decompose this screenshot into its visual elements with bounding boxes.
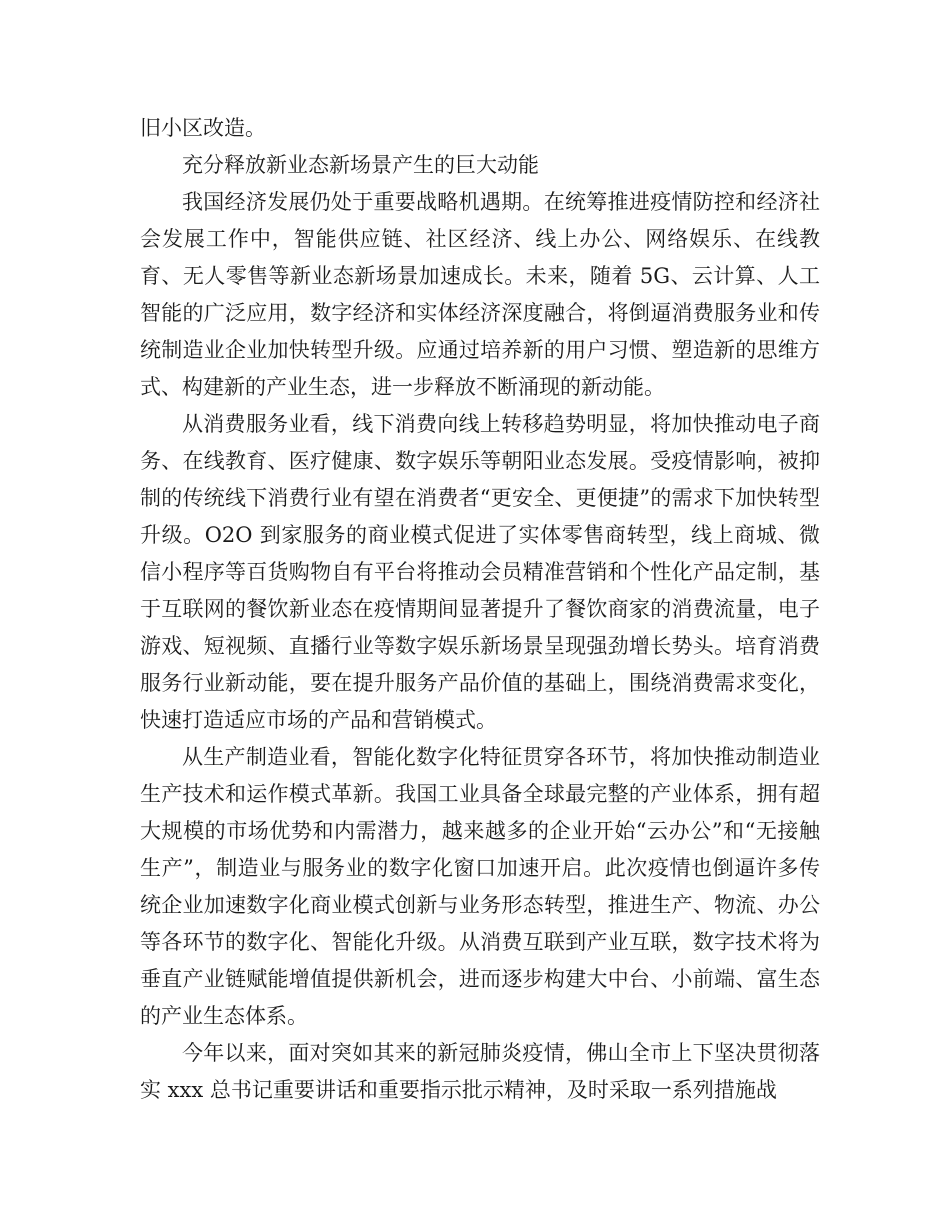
paragraph-1: 旧小区改造。 bbox=[140, 116, 266, 140]
paragraph-6: 今年以来，面对突如其来的新冠肺炎疫情，佛山全市上下坚决贯彻落实 xxx 总书记重要讲话和重要指示批示精神，及时采取一系列措施战 bbox=[140, 1041, 820, 1102]
document-body bbox=[140, 110, 820, 1109]
paragraph-3: 我国经济发展仍处于重要战略机遇期。在统筹推进疫情防控和经济社会发展工作中，智能供应链、社区经济、线上办公、网络娱乐、在线教育、无人零售等新业态新场景加速成长。未来，随着 5G、云计算、人工智能的广泛应用，数字经济和实体经济深度融合，将倒逼消费服务业和传统制造业企业加快转型升级。应通过培养新的用户习惯、塑造新的思维方式、构建新的产业生态，进一步释放不断涌现的新动能。 bbox=[140, 190, 820, 399]
section-heading: 充分释放新业态新场景产生的巨大动能 bbox=[182, 153, 539, 177]
paragraph-5: 从生产制造业看，智能化数字化特征贯穿各环节，将加快推动制造业生产技术和运作模式革新。我国工业具备全球最完整的产业体系，拥有超大规模的市场优势和内需潜力，越来越多的企业开始“云办公”和“无接触生产”，制造业与服务业的数字化窗口加速开启。此次疫情也倒逼许多传统企业加速数字化商业模式创新与业务形态转型，推进生产、物流、办公等各环节的数字化、智能化升级。从消费互联到产业互联，数字技术将为垂直产业链赋能增值提供新机会，进而逐步构建大中台、小前端、富生态的产业生态体系。 bbox=[140, 745, 820, 1028]
paragraph-4: 从消费服务业看，线下消费向线上转移趋势明显，将加快推动电子商务、在线教育、医疗健康、数字娱乐等朝阳业态发展。受疫情影响，被抑制的传统线下消费行业有望在消费者“更安全、更便捷”的需求下加快转型升级。O2O 到家服务的商业模式促进了实体零售商转型，线上商城、微信小程序等百货购物自有平台将推动会员精准营销和个性化产品定制，基于互联网的餐饮新业态在疫情期间显著提升了餐饮商家的消费流量，电子游戏、短视频、直播行业等数字娱乐新场景呈现强劲增长势头。培育消费服务行业新动能，要在提升服务产品价值的基础上，围绕消费需求变化，快速打造适应市场的产品和营销模式。 bbox=[140, 412, 820, 732]
